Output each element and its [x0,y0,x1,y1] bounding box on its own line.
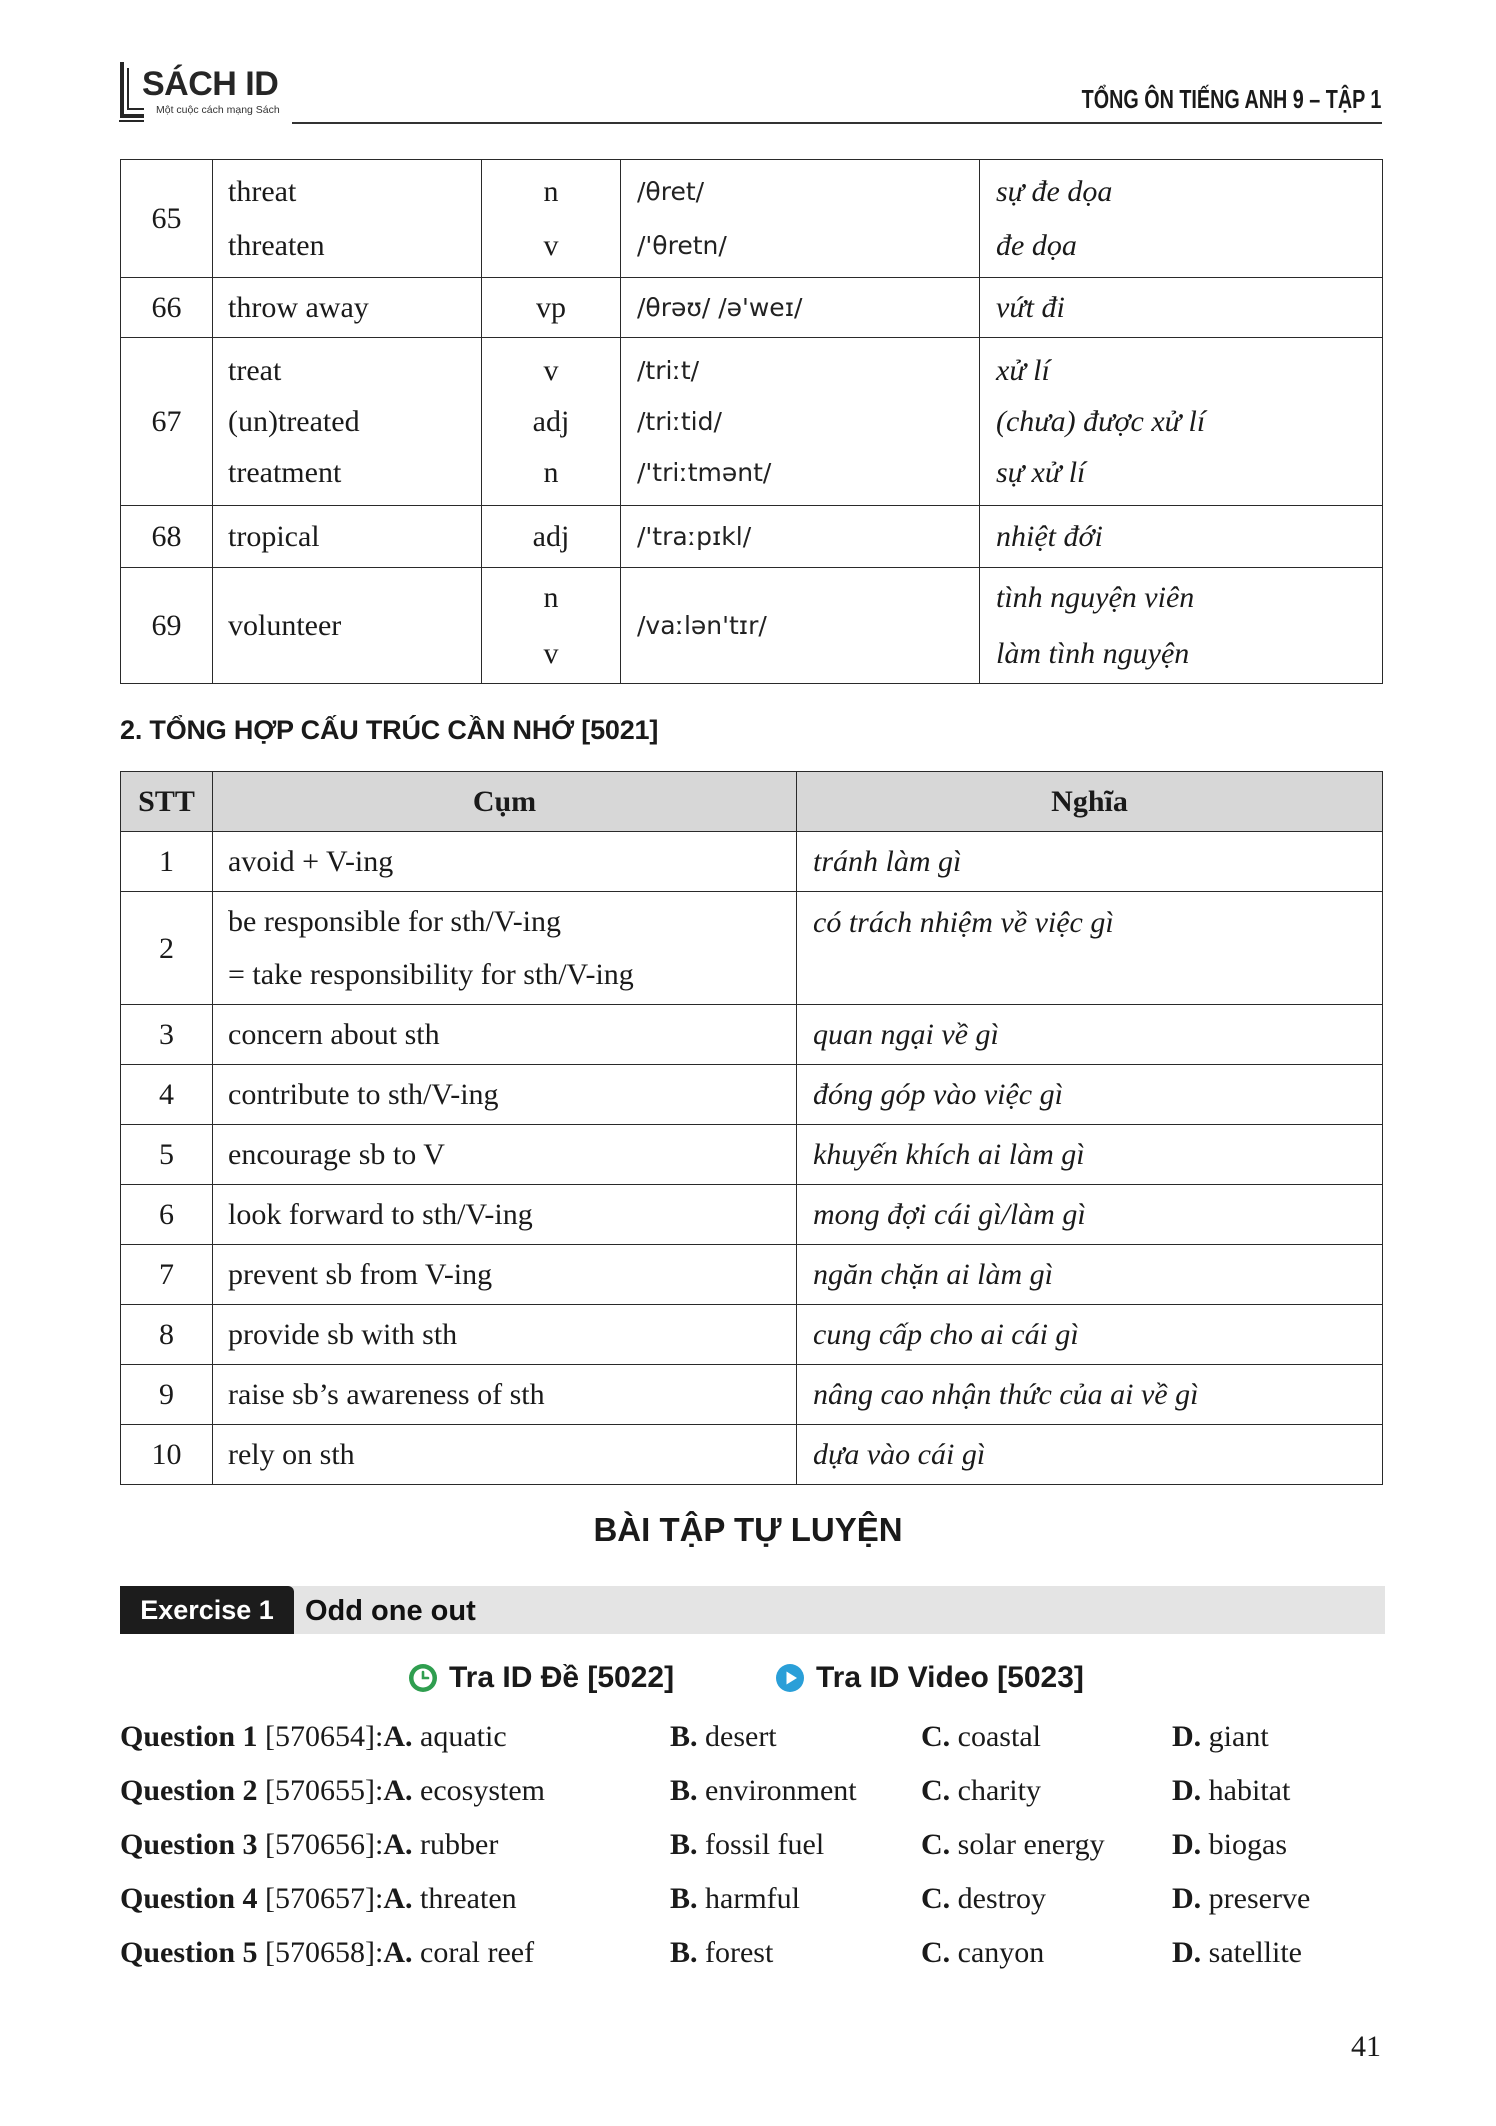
question-option-c [921,1710,1041,1764]
question-id: [570654]: [265,1720,384,1753]
row-number [121,1005,213,1065]
row-number [121,1305,213,1365]
logo-tagline: Một cuộc cách mạng Sách [156,104,280,116]
vocab-word: volunteer [228,608,342,642]
question-id: [570656]: [265,1828,384,1861]
phrase-cell [213,892,797,1005]
vocab-number-cell [121,160,213,278]
option-letter: A. [383,1882,413,1915]
option-letter: D. [1172,1936,1202,1969]
vocab-row [121,568,1383,684]
question-row [120,1872,1382,1926]
vocab-word: threat [228,174,297,208]
table-row [121,1125,1383,1185]
vocab-meaning-cell [980,278,1383,338]
row-number [121,1245,213,1305]
question-option-d [1172,1872,1310,1926]
vocab-meaning: nhiệt đới [996,519,1103,553]
vocab-ipa-cell [621,278,980,338]
vocab-meaning: vứt đi [996,290,1065,324]
phrase-cell [213,1245,797,1305]
option-letter: A. [383,1774,413,1807]
vocab-word: tropical [228,519,320,553]
question-option-a [120,1818,498,1872]
option-text: forest [705,1936,774,1969]
question-label: Question 2 [120,1774,258,1807]
vocab-type-cell [482,160,621,278]
row-number [121,1425,213,1485]
clock-icon [408,1663,438,1693]
phrase-cell [213,1305,797,1365]
option-letter: C. [921,1774,951,1807]
vocab-number: 67 [151,405,182,438]
vocab-ipa: /'triːtmənt/ [637,458,772,487]
phrase-text: look forward to sth/V-ing [228,1197,533,1231]
option-letter: C. [921,1828,951,1861]
option-letter: B. [670,1936,698,1969]
vocab-type: adj [532,519,570,553]
option-letter: D. [1172,1828,1202,1861]
vocab-ipa-cell [621,506,980,568]
vocab-meaning: làm tình nguyện [996,636,1190,670]
option-letter: C. [921,1936,951,1969]
phrase-text: contribute to sth/V-ing [228,1077,499,1111]
option-text: harmful [705,1882,800,1915]
meaning-cell [797,1005,1383,1065]
row-number-text: 2 [159,931,174,965]
header-rule [292,122,1382,124]
vocab-ipa-cell [621,338,980,506]
meaning-cell [797,1065,1383,1125]
vocab-word-cell [213,160,482,278]
row-number-text: 4 [159,1077,174,1111]
option-text: desert [705,1720,777,1753]
meaning-cell [797,1425,1383,1485]
phrase-text: raise sb’s awareness of sth [228,1377,545,1411]
meaning-cell [797,1245,1383,1305]
table-row [121,1065,1383,1125]
option-text: destroy [957,1882,1046,1915]
table-row [121,1245,1383,1305]
structures-table [120,771,1383,1485]
table-row [121,1005,1383,1065]
phrase-cell [213,1425,797,1485]
row-number-text: 1 [159,844,174,878]
vocab-meaning: đe dọa [996,228,1077,262]
vocab-meaning: sự xử lí [996,456,1086,489]
vocab-number-cell [121,506,213,568]
phrase-text: = take responsibility for sth/V-ing [228,958,634,991]
option-text: ecosystem [420,1774,545,1807]
row-number-text: 9 [159,1377,174,1411]
vocab-ipa-cell [621,160,980,278]
exercise-title: Odd one out [305,1595,476,1627]
vocab-meaning: xử lí [996,354,1050,387]
vocab-number-cell [121,568,213,684]
phrase-text: concern about sth [228,1017,440,1051]
vocab-word-cell [213,506,482,568]
question-option-d [1172,1818,1287,1872]
phrase-text: prevent sb from V-ing [228,1257,493,1291]
option-text: satellite [1208,1936,1302,1969]
vocab-row [121,338,1383,506]
phrase-cell [213,1125,797,1185]
question-option-a [120,1764,545,1818]
phrase-cell [213,1365,797,1425]
table-header-row [121,772,1383,832]
vocab-ipa: /triːtid/ [637,407,722,436]
question-label: Question 3 [120,1828,258,1861]
vocab-type: vp [536,290,566,324]
vocab-type-cell [482,338,621,506]
option-letter: A. [383,1720,413,1753]
meaning-text: tránh làm gì [813,844,962,878]
option-text: preserve [1208,1882,1311,1915]
option-text: canyon [957,1936,1045,1969]
meaning-text: dựa vào cái gì [813,1437,986,1471]
option-text: charity [957,1774,1041,1807]
vocab-ipa: /triːt/ [637,356,700,385]
option-letter: B. [670,1720,698,1753]
exercise-label: Exercise 1 [120,1586,294,1634]
option-text: environment [705,1774,857,1807]
option-letter: D. [1172,1882,1202,1915]
phrase-text: be responsible for sth/V-ing [228,905,562,938]
vocab-word: threaten [228,228,325,262]
option-text: aquatic [420,1720,507,1753]
question-option-d [1172,1710,1269,1764]
question-label: Question 1 [120,1720,258,1753]
vocab-row [121,506,1383,568]
lookup-test-code: Tra ID Đề [5022] [449,1661,675,1694]
vocab-type: n [543,456,559,489]
vocab-type-cell [482,568,621,684]
question-option-a [120,1926,534,1980]
meaning-cell [797,1305,1383,1365]
option-text: coastal [957,1720,1041,1753]
meaning-text: khuyến khích ai làm gì [813,1137,1085,1171]
row-number-text: 7 [159,1257,174,1291]
row-number-text: 10 [151,1437,182,1471]
option-letter: B. [670,1774,698,1807]
phrase-text: rely on sth [228,1437,355,1471]
question-option-b [670,1926,773,1980]
phrase-cell [213,1005,797,1065]
vocab-meaning-cell [980,160,1383,278]
page-number: 41 [1351,2030,1381,2063]
option-letter: D. [1172,1774,1202,1807]
meaning-cell [797,1365,1383,1425]
phrase-cell [213,1185,797,1245]
meaning-cell [797,1185,1383,1245]
phrase-cell [213,1065,797,1125]
vocab-number-cell [121,338,213,506]
row-number [121,1185,213,1245]
header-meaning: Nghĩa [797,772,1383,832]
option-letter: A. [383,1828,413,1861]
option-letter: D. [1172,1720,1202,1753]
row-number [121,1365,213,1425]
vocab-number: 69 [151,608,182,642]
question-option-b [670,1818,824,1872]
vocab-type-cell [482,506,621,568]
question-row [120,1818,1382,1872]
question-option-d [1172,1926,1302,1980]
meaning-text: mong đợi cái gì/làm gì [813,1197,1086,1231]
vocab-row [121,160,1383,278]
vocab-word: treat [228,354,282,387]
question-option-a [120,1872,517,1926]
option-text: fossil fuel [705,1828,825,1861]
question-row [120,1764,1382,1818]
exercise-header [120,1586,1385,1634]
question-option-b [670,1872,800,1926]
logo-text: SÁCH ID [142,65,279,103]
option-text: rubber [420,1828,499,1861]
vocab-type: n [543,580,559,614]
row-number-text: 3 [159,1017,174,1051]
phrase-cell [213,832,797,892]
question-id: [570657]: [265,1882,384,1915]
vocab-number: 65 [151,201,182,235]
table-row [121,892,1383,1005]
question-option-a [120,1710,507,1764]
option-text: habitat [1208,1774,1291,1807]
row-number-text: 8 [159,1317,174,1351]
option-text: biogas [1208,1828,1287,1861]
row-number [121,1125,213,1185]
vocab-ipa: /vaːlən'tɪr/ [637,610,767,640]
vocab-row [121,278,1383,338]
phrase-text: encourage sb to V [228,1137,445,1171]
vocab-meaning: sự đe dọa [996,174,1113,208]
table-row [121,832,1383,892]
option-text: solar energy [957,1828,1105,1861]
book-title: TỔNG ÔN TIẾNG ANH 9 – TẬP 1 [1081,84,1381,114]
phrase-text: provide sb with sth [228,1317,458,1351]
question-row [120,1710,1382,1764]
question-row [120,1926,1382,1980]
option-letter: C. [921,1720,951,1753]
vocab-type: n [543,174,559,208]
option-letter: C. [921,1882,951,1915]
vocab-ipa: /θret/ [637,176,705,206]
meaning-text: nâng cao nhận thức của ai về gì [813,1377,1199,1411]
vocab-type: v [543,354,559,387]
option-letter: B. [670,1828,698,1861]
question-label: Question 4 [120,1882,258,1915]
question-label: Question 5 [120,1936,258,1969]
vocab-number-cell [121,278,213,338]
vocab-type-cell [482,278,621,338]
meaning-text: có trách nhiệm về việc gì [813,906,1114,939]
table-row [121,1305,1383,1365]
question-option-d [1172,1764,1290,1818]
vocab-meaning-cell [980,568,1383,684]
meaning-text: quan ngại về gì [813,1017,999,1051]
vocabulary-table [120,159,1383,684]
question-option-c [921,1926,1044,1980]
vocab-word-cell [213,338,482,506]
vocab-number: 66 [151,290,182,324]
vocab-meaning-cell [980,338,1383,506]
option-letter: A. [383,1936,413,1969]
table-row [121,1425,1383,1485]
vocab-ipa-cell [621,568,980,684]
meaning-text: ngăn chặn ai làm gì [813,1257,1053,1291]
header-stt: STT [121,772,213,832]
question-id: [570658]: [265,1936,384,1969]
vocab-word: (un)treated [228,405,360,438]
question-id: [570655]: [265,1774,384,1807]
vocab-word: treatment [228,456,342,489]
question-option-c [921,1872,1046,1926]
vocab-word-cell [213,568,482,684]
practice-title: BÀI TẬP TỰ LUYỆN [593,1511,903,1548]
row-number-text: 6 [159,1197,174,1231]
table-row [121,1365,1383,1425]
question-option-b [670,1764,857,1818]
meaning-text: cung cấp cho ai cái gì [813,1317,1079,1351]
vocab-ipa: /θrəʊ/ /ə'weɪ/ [637,292,803,322]
question-option-c [921,1818,1105,1872]
vocab-type: adj [532,405,570,438]
row-number [121,892,213,1005]
row-number [121,832,213,892]
question-option-c [921,1764,1041,1818]
option-letter: B. [670,1882,698,1915]
vocab-type: v [543,228,559,262]
row-number-text: 5 [159,1137,174,1171]
meaning-cell [797,832,1383,892]
meaning-cell [797,1125,1383,1185]
table-row [121,1185,1383,1245]
vocab-meaning: (chưa) được xử lí [996,405,1206,438]
header-phrase: Cụm [213,772,797,832]
option-text: threaten [420,1882,517,1915]
vocab-meaning-cell [980,506,1383,568]
meaning-cell [797,892,1383,1005]
row-number [121,1065,213,1125]
vocab-ipa: /'θretn/ [637,230,727,260]
vocab-ipa: /'traːpɪkl/ [637,521,752,551]
vocab-word-cell [213,278,482,338]
option-text: coral reef [420,1936,535,1969]
play-icon [775,1663,805,1693]
vocab-meaning: tình nguyện viên [996,580,1195,614]
phrase-text: avoid + V-ing [228,844,394,878]
vocab-number: 68 [151,519,182,553]
option-text: giant [1208,1720,1269,1753]
question-option-b [670,1710,777,1764]
meaning-text: đóng góp vào việc gì [813,1077,1063,1111]
lookup-video-code: Tra ID Video [5023] [816,1661,1084,1694]
vocab-word: throw away [228,290,369,324]
section-title: 2. TỔNG HỢP CẤU TRÚC CẦN NHỚ [5021] [120,715,659,745]
vocab-type: v [543,636,559,670]
